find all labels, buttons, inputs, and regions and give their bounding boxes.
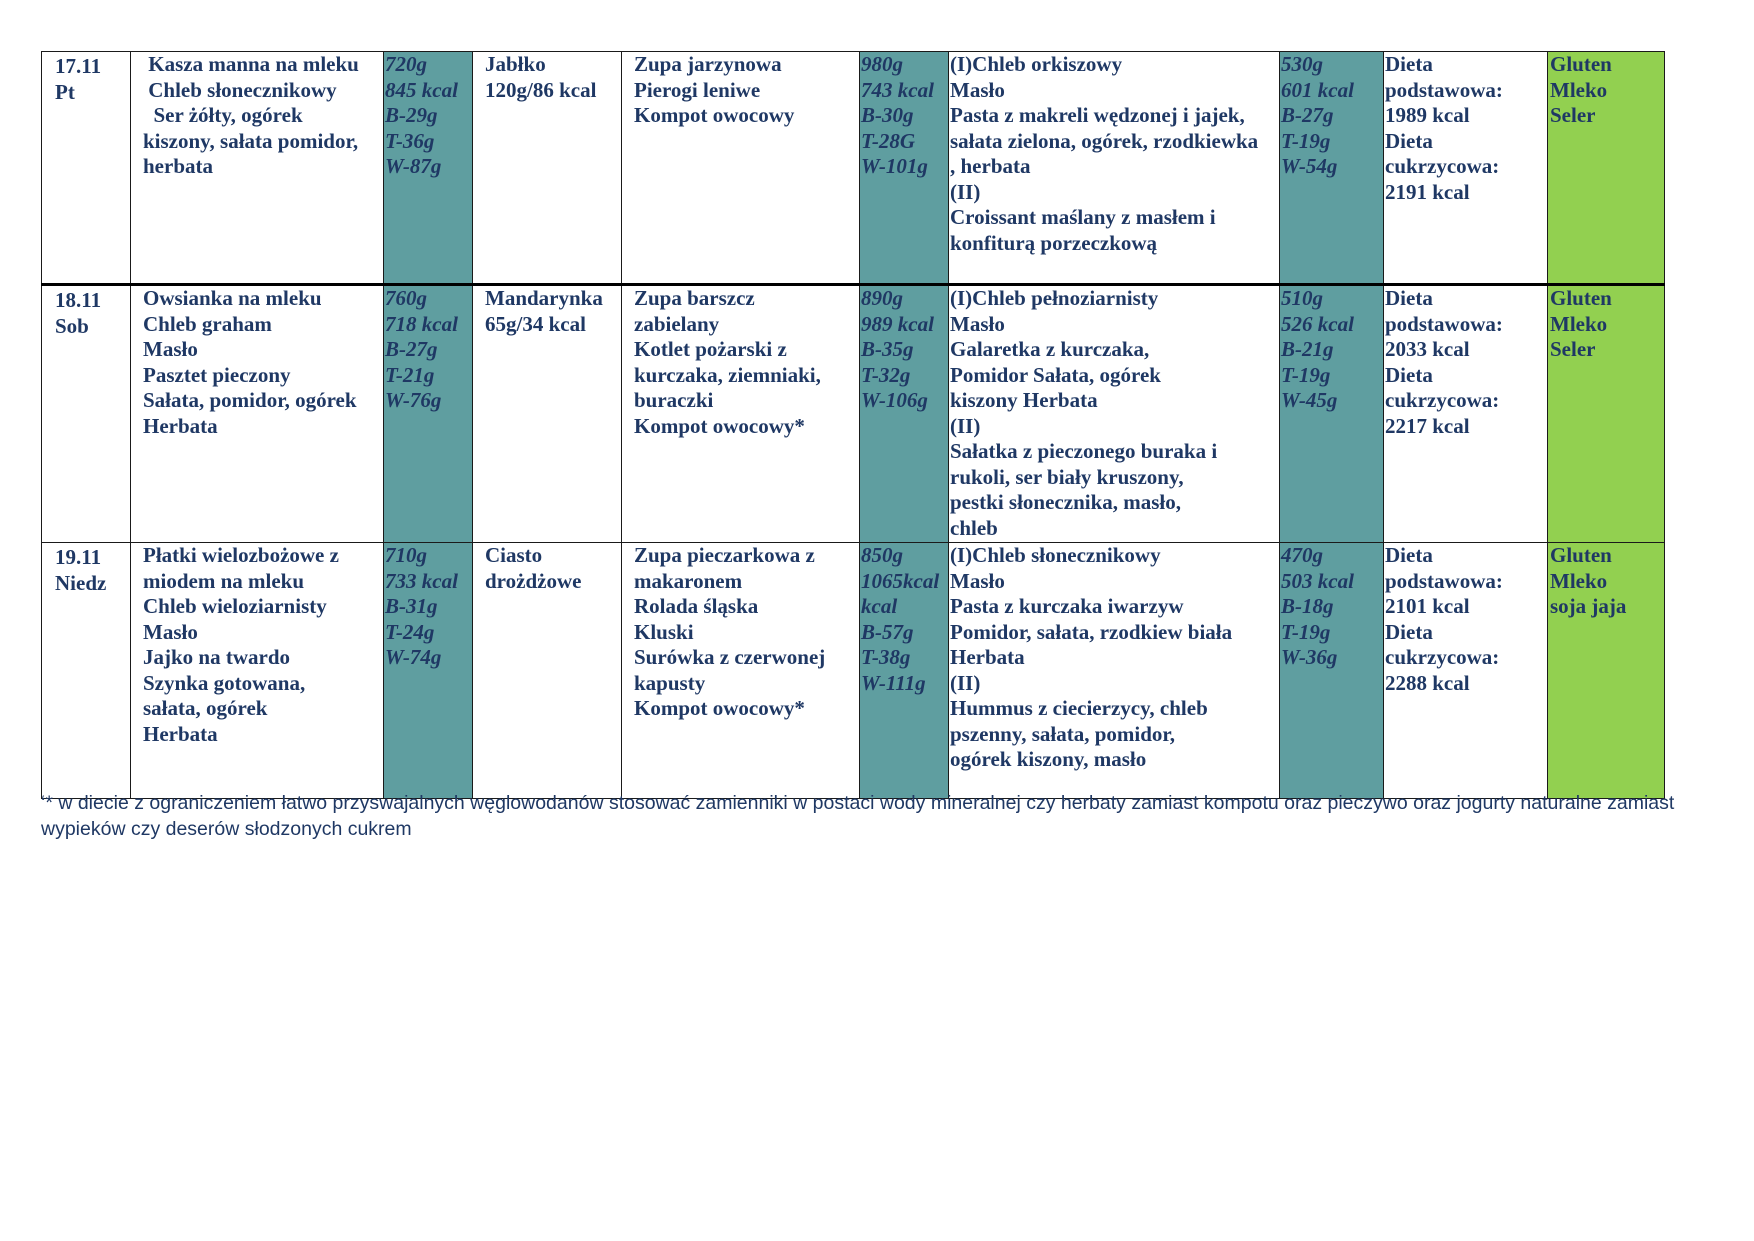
diet-kcal-line: 2191 kcal (1385, 179, 1470, 204)
dinner-line: Pomidor Sałata, ogórek (950, 362, 1161, 387)
breakfast-line: Chleb graham (143, 311, 272, 336)
day-cell (42, 285, 131, 543)
dinner-line: (II) (950, 413, 981, 438)
breakfast-line: Masło (143, 337, 198, 361)
snack-cell (473, 285, 622, 543)
diet-kcal-line: 2288 kcal (1385, 670, 1470, 695)
dinner-nutrition-line: 510g (1281, 286, 1323, 310)
dinner-line: Pomidor, sałata, rzodkiew biała (950, 619, 1233, 644)
dinner-line: Croissant maślany z masłem i (950, 205, 1216, 229)
breakfast-nutrition-line: 720g (385, 52, 427, 76)
lunch-line: buraczki (634, 388, 714, 412)
diet-kcal-line: Dieta (1385, 128, 1433, 153)
breakfast-line: Kasza manna na mleku (143, 52, 359, 76)
lunch-line: makaronem (634, 568, 743, 593)
diet-kcal-line: cukrzycowa: (1385, 154, 1500, 178)
allergens-line: Seler (1550, 337, 1596, 361)
lunch-nutrition-line: B-57g (861, 619, 914, 644)
menu-row (42, 52, 1665, 285)
breakfast-nutrition-line: 845 kcal (385, 77, 458, 102)
lunch-line: Zupa barszcz (634, 286, 755, 310)
dinner-nutrition-line: 530g (1281, 52, 1323, 76)
menu-table (41, 51, 1665, 799)
breakfast-line: Herbata (143, 721, 218, 746)
dinner-line: (II) (950, 179, 981, 204)
breakfast-nutrition-line: W-87g (385, 154, 442, 178)
allergens-cell (1548, 52, 1665, 285)
menu-table-body (42, 52, 1665, 799)
diet-kcal-line: Dieta (1385, 619, 1433, 644)
lunch-line: Rolada śląska (634, 594, 759, 618)
breakfast-line: Szynka gotowana, (143, 670, 306, 695)
diet-kcal-line: Dieta (1385, 362, 1433, 387)
breakfast-nutrition-line: 733 kcal (385, 568, 458, 593)
lunch-nutrition-cell (860, 285, 949, 543)
dinner-line: (I)Chleb słonecznikowy (950, 543, 1161, 567)
breakfast-nutrition-line: W-74g (385, 645, 442, 669)
snack-cell (473, 543, 622, 799)
lunch-cell (622, 543, 860, 799)
dinner-line: pszenny, sałata, pomidor, (950, 721, 1176, 746)
dinner-nutrition-cell (1280, 285, 1384, 543)
dinner-nutrition-line: W-54g (1281, 154, 1338, 178)
diet-kcal-line: podstawowa: (1385, 77, 1503, 102)
breakfast-nutrition-line: B-31g (385, 594, 438, 618)
lunch-nutrition-line: T-38g (861, 645, 911, 669)
lunch-nutrition-line: 743 kcal (861, 77, 934, 102)
snack-cell (473, 52, 622, 285)
dinner-nutrition-line: B-27g (1281, 103, 1334, 127)
snack-line: drożdżowe (485, 568, 582, 593)
dinner-line: (II) (950, 670, 981, 695)
lunch-nutrition-cell (860, 52, 949, 285)
lunch-line: Surówka z czerwonej (634, 645, 826, 669)
breakfast-nutrition-cell (384, 285, 473, 543)
breakfast-nutrition-line: 718 kcal (385, 311, 458, 336)
breakfast-nutrition-line: T-36g (385, 128, 435, 153)
allergens-line: Mleko (1550, 311, 1608, 336)
dinner-cell (949, 285, 1280, 543)
lunch-line: Kluski (634, 619, 694, 644)
dinner-nutrition-cell (1280, 52, 1384, 285)
dinner-nutrition-line: T-19g (1281, 619, 1331, 644)
breakfast-line: Owsianka na mleku (143, 286, 322, 310)
dinner-line: chleb (950, 515, 998, 540)
day-line: Niedz (55, 570, 107, 595)
diet-kcal-cell (1384, 52, 1548, 285)
day-line: Pt (55, 79, 75, 104)
lunch-nutrition-line: W-101g (861, 154, 928, 178)
day-cell (42, 543, 131, 799)
diet-kcal-line: podstawowa: (1385, 568, 1503, 593)
dinner-line: (I)Chleb pełnoziarnisty (950, 286, 1159, 310)
dinner-line: Galaretka z kurczaka, (950, 337, 1150, 361)
dinner-line: konfiturą porzeczkową (950, 230, 1158, 255)
allergens-line: Gluten (1550, 286, 1612, 310)
lunch-line: kapusty (634, 670, 706, 695)
breakfast-line: herbata (143, 154, 213, 178)
lunch-line: Kompot owocowy* (634, 696, 805, 720)
lunch-line: Zupa pieczarkowa z (634, 543, 815, 567)
diet-kcal-line: 2217 kcal (1385, 413, 1470, 438)
breakfast-cell (131, 543, 384, 799)
dinner-nutrition-line: B-18g (1281, 594, 1334, 618)
diet-kcal-line: 2033 kcal (1385, 337, 1470, 361)
allergens-cell (1548, 285, 1665, 543)
lunch-nutrition-line: 850g (861, 543, 903, 567)
dinner-line: rukoli, ser biały kruszony, (950, 464, 1184, 489)
diet-kcal-cell (1384, 543, 1548, 799)
breakfast-line: miodem na mleku (143, 568, 305, 593)
breakfast-line: Herbata (143, 413, 218, 438)
allergens-line: Mleko (1550, 77, 1608, 102)
dinner-nutrition-line: W-45g (1281, 388, 1338, 412)
snack-line: 120g/86 kcal (485, 77, 597, 102)
dinner-cell (949, 52, 1280, 285)
allergens-line: Gluten (1550, 52, 1612, 76)
snack-line: Ciasto (485, 543, 543, 567)
dinner-nutrition-cell (1280, 543, 1384, 799)
dinner-nutrition-line: 526 kcal (1281, 311, 1354, 336)
lunch-line: Pierogi leniwe (634, 77, 761, 102)
breakfast-cell (131, 285, 384, 543)
breakfast-line: Płatki wielozbożowe z (143, 543, 339, 567)
dinner-line: Masło (950, 568, 1005, 593)
day-line: 19.11 (55, 545, 102, 569)
dinner-line: pestki słonecznika, masło, (950, 490, 1182, 514)
dinner-line: Pasta z kurczaka iwarzyw (950, 594, 1184, 618)
lunch-nutrition-line: 1065kcal (861, 568, 940, 593)
breakfast-line: kiszony, sałata pomidor, (143, 128, 359, 153)
breakfast-line: Chleb słonecznikowy (143, 77, 337, 102)
breakfast-line: sałata, ogórek (143, 696, 268, 720)
diet-kcal-line: 2101 kcal (1385, 594, 1470, 618)
breakfast-nutrition-line: W-76g (385, 388, 442, 412)
lunch-nutrition-line: W-111g (861, 670, 926, 695)
breakfast-nutrition-line: B-27g (385, 337, 438, 361)
allergens-line: Seler (1550, 103, 1596, 127)
allergens-line: soja jaja (1550, 594, 1627, 618)
day-line: 17.11 (55, 54, 102, 78)
lunch-nutrition-cell (860, 543, 949, 799)
dinner-line: Pasta z makreli wędzonej i jajek, (950, 103, 1245, 127)
dinner-line: Hummus z ciecierzycy, chleb (950, 696, 1208, 720)
snack-line: Mandarynka (485, 286, 603, 310)
dinner-nutrition-line: 470g (1281, 543, 1323, 567)
dinner-nutrition-line: 601 kcal (1281, 77, 1354, 102)
lunch-line: Kotlet pożarski z (634, 337, 787, 361)
diet-kcal-line: Dieta (1385, 543, 1433, 567)
dinner-line: Sałatka z pieczonego buraka i (950, 439, 1218, 463)
allergens-line: Gluten (1550, 543, 1612, 567)
breakfast-nutrition-cell (384, 543, 473, 799)
lunch-cell (622, 285, 860, 543)
lunch-nutrition-line: B-30g (861, 103, 914, 127)
day-line: 18.11 (55, 288, 102, 312)
dinner-line: Herbata (950, 645, 1025, 669)
dinner-nutrition-line: W-36g (1281, 645, 1338, 669)
breakfast-line: Chleb wieloziarnisty (143, 594, 327, 618)
breakfast-line: Ser żółty, ogórek (143, 103, 303, 127)
lunch-nutrition-line: B-35g (861, 337, 914, 361)
allergens-line: Mleko (1550, 568, 1608, 593)
dinner-line: Masło (950, 77, 1005, 102)
breakfast-line: Masło (143, 619, 198, 644)
diet-kcal-line: podstawowa: (1385, 311, 1503, 336)
breakfast-line: Jajko na twardo (143, 645, 291, 669)
lunch-nutrition-line: T-28G (861, 128, 916, 153)
dinner-line: ogórek kiszony, masło (950, 747, 1147, 771)
breakfast-nutrition-line: T-24g (385, 619, 435, 644)
breakfast-line: Sałata, pomidor, ogórek (143, 388, 357, 412)
dinner-line: Masło (950, 311, 1005, 336)
lunch-nutrition-line: 980g (861, 52, 903, 76)
breakfast-line: Pasztet pieczony (143, 362, 291, 387)
menu-row (42, 285, 1665, 543)
dinner-nutrition-line: T-19g (1281, 362, 1331, 387)
diet-kcal-line: cukrzycowa: (1385, 388, 1500, 412)
lunch-line: kurczaka, ziemniaki, (634, 362, 821, 387)
lunch-line: Kompot owocowy* (634, 413, 805, 438)
dinner-nutrition-line: B-21g (1281, 337, 1334, 361)
breakfast-cell (131, 52, 384, 285)
breakfast-nutrition-line: 760g (385, 286, 427, 310)
day-line: Sob (55, 313, 89, 338)
diet-kcal-line: Dieta (1385, 52, 1433, 76)
menu-row (42, 543, 1665, 799)
snack-line: Jabłko (485, 52, 546, 76)
dinner-nutrition-line: T-19g (1281, 128, 1331, 153)
dinner-line: , herbata (950, 154, 1031, 178)
diet-kcal-cell (1384, 285, 1548, 543)
breakfast-nutrition-line: T-21g (385, 362, 435, 387)
dinner-nutrition-line: 503 kcal (1281, 568, 1354, 593)
dinner-cell (949, 543, 1280, 799)
diet-kcal-line: Dieta (1385, 286, 1433, 310)
footnote: ‘* w diecie z ograniczeniem łatwo przyswajalnych węglowodanów stosować zamienniki w postaci wody mineralnej czy herbaty zamiast kompotu oraz pieczywo oraz jogurty naturalne zamiast wypieków czy deserów słodzonych cukrem (41, 792, 1675, 840)
day-cell (42, 52, 131, 285)
lunch-nutrition-line: 890g (861, 286, 903, 310)
breakfast-nutrition-line: 710g (385, 543, 427, 567)
lunch-nutrition-line: W-106g (861, 388, 928, 412)
dinner-line: (I)Chleb orkiszowy (950, 52, 1123, 76)
dinner-line: kiszony Herbata (950, 388, 1098, 412)
lunch-nutrition-line: 989 kcal (861, 311, 934, 336)
lunch-line: Kompot owocowy (634, 103, 795, 127)
dinner-line: sałata zielona, ogórek, rzodkiewka (950, 128, 1259, 153)
breakfast-nutrition-line: B-29g (385, 103, 438, 127)
snack-line: 65g/34 kcal (485, 311, 586, 336)
diet-kcal-line: cukrzycowa: (1385, 645, 1500, 669)
lunch-line: Zupa jarzynowa (634, 52, 782, 76)
lunch-line: zabielany (634, 311, 720, 336)
diet-kcal-line: 1989 kcal (1385, 103, 1470, 127)
lunch-cell (622, 52, 860, 285)
lunch-nutrition-line: T-32g (861, 362, 911, 387)
lunch-nutrition-line: kcal (861, 594, 898, 618)
breakfast-nutrition-cell (384, 52, 473, 285)
allergens-cell (1548, 543, 1665, 799)
